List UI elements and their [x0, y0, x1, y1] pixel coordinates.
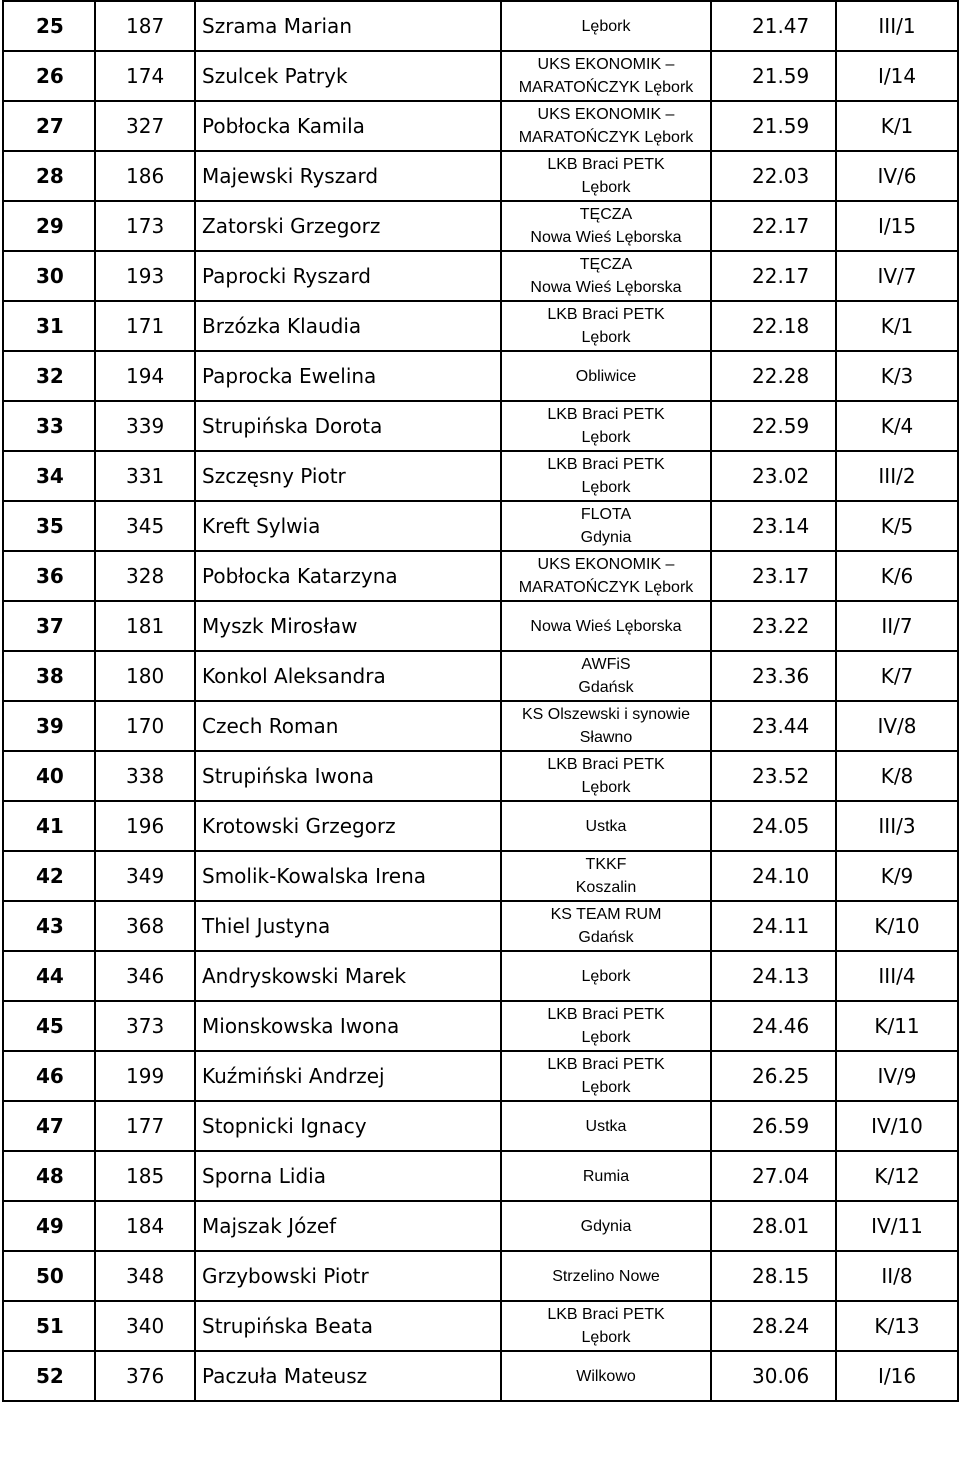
table-row: [3, 451, 958, 501]
club-cell: [501, 1101, 711, 1151]
club-line: Lębork: [581, 179, 631, 196]
club-line: Lębork: [581, 779, 631, 796]
competitor-name-cell: Czech Roman: [195, 701, 501, 751]
time-cell: 21.47: [711, 1, 836, 51]
time-cell: 24.11: [711, 901, 836, 951]
table-row: [3, 901, 958, 951]
club-line: LKB Braci PETK: [547, 1306, 665, 1323]
category-cell: K/13: [836, 1301, 958, 1351]
category-cell: K/5: [836, 501, 958, 551]
time-cell: 28.01: [711, 1201, 836, 1251]
place-cell: 43: [3, 901, 95, 951]
club-cell: [501, 1, 711, 51]
club-line: TĘCZA: [579, 256, 633, 273]
time-cell: 22.17: [711, 201, 836, 251]
bib-number-cell: 368: [95, 901, 195, 951]
table-row: [3, 1001, 958, 1051]
time-cell: 27.04: [711, 1151, 836, 1201]
table-row: [3, 351, 958, 401]
competitor-name-cell: Grzybowski Piotr: [195, 1251, 501, 1301]
club-line: LKB Braci PETK: [547, 1006, 665, 1023]
club-line: KS TEAM RUM: [550, 906, 662, 923]
club-cell: [501, 901, 711, 951]
place-cell: 48: [3, 1151, 95, 1201]
results-body: [3, 1, 958, 1401]
club-line: Lębork: [581, 1029, 631, 1046]
bib-number-cell: 186: [95, 151, 195, 201]
club-cell: [501, 751, 711, 801]
club-cell: [501, 1251, 711, 1301]
table-row: [3, 1251, 958, 1301]
club-line: Lębork: [581, 479, 631, 496]
time-cell: 24.13: [711, 951, 836, 1001]
club-line: Koszalin: [575, 879, 637, 896]
place-cell: 52: [3, 1351, 95, 1401]
club-line: Wilkowo: [576, 1367, 636, 1385]
club-line: Lębork: [581, 1079, 631, 1096]
bib-number-cell: 173: [95, 201, 195, 251]
category-cell: II/8: [836, 1251, 958, 1301]
bib-number-cell: 196: [95, 801, 195, 851]
club-line: UKS EKONOMIK –: [537, 106, 675, 123]
time-cell: 21.59: [711, 51, 836, 101]
table-row: [3, 251, 958, 301]
bib-number-cell: 184: [95, 1201, 195, 1251]
category-cell: K/6: [836, 551, 958, 601]
club-line: LKB Braci PETK: [547, 306, 665, 323]
category-cell: III/1: [836, 1, 958, 51]
competitor-name-cell: Krotowski Grzegorz: [195, 801, 501, 851]
time-cell: 22.18: [711, 301, 836, 351]
club-line: LKB Braci PETK: [547, 1056, 665, 1073]
club-line: Lębork: [581, 1329, 631, 1346]
table-row: [3, 551, 958, 601]
place-cell: 49: [3, 1201, 95, 1251]
time-cell: 24.46: [711, 1001, 836, 1051]
bib-number-cell: 185: [95, 1151, 195, 1201]
time-cell: 22.17: [711, 251, 836, 301]
bib-number-cell: 180: [95, 651, 195, 701]
place-cell: 27: [3, 101, 95, 151]
bib-number-cell: 194: [95, 351, 195, 401]
club-line: FLOTA: [580, 506, 632, 523]
table-row: [3, 51, 958, 101]
category-cell: III/3: [836, 801, 958, 851]
category-cell: I/14: [836, 51, 958, 101]
category-cell: K/9: [836, 851, 958, 901]
club-line: Lębork: [581, 967, 631, 985]
place-cell: 50: [3, 1251, 95, 1301]
bib-number-cell: 339: [95, 401, 195, 451]
club-cell: [501, 1051, 711, 1101]
table-row: [3, 1, 958, 51]
competitor-name-cell: Paczuła Mateusz: [195, 1351, 501, 1401]
place-cell: 47: [3, 1101, 95, 1151]
table-row: [3, 1351, 958, 1401]
club-line: Gdynia: [580, 529, 632, 546]
bib-number-cell: 346: [95, 951, 195, 1001]
place-cell: 42: [3, 851, 95, 901]
table-row: [3, 951, 958, 1001]
club-cell: [501, 601, 711, 651]
place-cell: 32: [3, 351, 95, 401]
table-row: [3, 751, 958, 801]
competitor-name-cell: Kreft Sylwia: [195, 501, 501, 551]
competitor-name-cell: Pobłocka Kamila: [195, 101, 501, 151]
category-cell: IV/11: [836, 1201, 958, 1251]
club-line: LKB Braci PETK: [547, 156, 665, 173]
place-cell: 38: [3, 651, 95, 701]
bib-number-cell: 328: [95, 551, 195, 601]
bib-number-cell: 171: [95, 301, 195, 351]
time-cell: 28.15: [711, 1251, 836, 1301]
club-cell: [501, 1301, 711, 1351]
time-cell: 23.17: [711, 551, 836, 601]
competitor-name-cell: Zatorski Grzegorz: [195, 201, 501, 251]
time-cell: 24.05: [711, 801, 836, 851]
table-row: [3, 1151, 958, 1201]
place-cell: 40: [3, 751, 95, 801]
club-line: Rumia: [582, 1167, 630, 1185]
bib-number-cell: 345: [95, 501, 195, 551]
club-cell: [501, 351, 711, 401]
bib-number-cell: 376: [95, 1351, 195, 1401]
time-cell: 23.36: [711, 651, 836, 701]
table-row: [3, 851, 958, 901]
category-cell: IV/8: [836, 701, 958, 751]
place-cell: 46: [3, 1051, 95, 1101]
category-cell: K/3: [836, 351, 958, 401]
competitor-name-cell: Thiel Justyna: [195, 901, 501, 951]
time-cell: 23.02: [711, 451, 836, 501]
club-line: Ustka: [585, 1117, 627, 1135]
place-cell: 25: [3, 1, 95, 51]
competitor-name-cell: Stopnicki Ignacy: [195, 1101, 501, 1151]
bib-number-cell: 177: [95, 1101, 195, 1151]
place-cell: 28: [3, 151, 95, 201]
bib-number-cell: 349: [95, 851, 195, 901]
club-cell: [501, 1351, 711, 1401]
club-cell: [501, 801, 711, 851]
table-row: [3, 301, 958, 351]
table-row: [3, 501, 958, 551]
bib-number-cell: 348: [95, 1251, 195, 1301]
club-line: Lębork: [581, 329, 631, 346]
club-cell: [501, 501, 711, 551]
time-cell: 26.25: [711, 1051, 836, 1101]
club-cell: [501, 151, 711, 201]
table-row: [3, 1051, 958, 1101]
table-row: [3, 1201, 958, 1251]
place-cell: 37: [3, 601, 95, 651]
table-row: [3, 1301, 958, 1351]
club-line: UKS EKONOMIK –: [537, 556, 675, 573]
bib-number-cell: 340: [95, 1301, 195, 1351]
club-line: LKB Braci PETK: [547, 406, 665, 423]
club-cell: [501, 101, 711, 151]
time-cell: 30.06: [711, 1351, 836, 1401]
time-cell: 26.59: [711, 1101, 836, 1151]
club-cell: [501, 1151, 711, 1201]
time-cell: 24.10: [711, 851, 836, 901]
table-row: [3, 651, 958, 701]
club-line: TKKF: [585, 856, 627, 873]
competitor-name-cell: Szczęsny Piotr: [195, 451, 501, 501]
table-row: [3, 1101, 958, 1151]
club-line: KS Olszewski i synowie: [521, 706, 691, 723]
club-line: Ustka: [585, 817, 627, 835]
category-cell: II/7: [836, 601, 958, 651]
competitor-name-cell: Strupińska Iwona: [195, 751, 501, 801]
club-cell: [501, 951, 711, 1001]
club-line: Nowa Wieś Lęborska: [530, 617, 682, 635]
club-line: Lębork: [581, 17, 631, 35]
table-row: [3, 101, 958, 151]
table-row: [3, 151, 958, 201]
club-cell: [501, 251, 711, 301]
club-cell: [501, 551, 711, 601]
competitor-name-cell: Pobłocka Katarzyna: [195, 551, 501, 601]
place-cell: 33: [3, 401, 95, 451]
bib-number-cell: 170: [95, 701, 195, 751]
club-cell: [501, 1001, 711, 1051]
place-cell: 39: [3, 701, 95, 751]
club-line: Nowa Wieś Lęborska: [530, 279, 682, 296]
category-cell: K/10: [836, 901, 958, 951]
time-cell: 23.14: [711, 501, 836, 551]
table-row: [3, 801, 958, 851]
club-cell: [501, 301, 711, 351]
bib-number-cell: 331: [95, 451, 195, 501]
category-cell: I/15: [836, 201, 958, 251]
place-cell: 34: [3, 451, 95, 501]
category-cell: III/2: [836, 451, 958, 501]
competitor-name-cell: Mionskowska Iwona: [195, 1001, 501, 1051]
club-line: Obliwice: [575, 367, 637, 385]
bib-number-cell: 181: [95, 601, 195, 651]
competitor-name-cell: Majszak Józef: [195, 1201, 501, 1251]
category-cell: K/4: [836, 401, 958, 451]
time-cell: 21.59: [711, 101, 836, 151]
category-cell: K/8: [836, 751, 958, 801]
category-cell: K/11: [836, 1001, 958, 1051]
category-cell: K/7: [836, 651, 958, 701]
place-cell: 35: [3, 501, 95, 551]
club-line: LKB Braci PETK: [547, 456, 665, 473]
bib-number-cell: 187: [95, 1, 195, 51]
competitor-name-cell: Szrama Marian: [195, 1, 501, 51]
category-cell: K/1: [836, 101, 958, 151]
category-cell: K/1: [836, 301, 958, 351]
club-line: Strzelino Nowe: [552, 1267, 660, 1285]
place-cell: 31: [3, 301, 95, 351]
category-cell: I/16: [836, 1351, 958, 1401]
competitor-name-cell: Strupińska Dorota: [195, 401, 501, 451]
club-cell: [501, 701, 711, 751]
club-line: MARATOŃCZYK Lębork: [518, 579, 694, 596]
category-cell: IV/6: [836, 151, 958, 201]
competitor-name-cell: Majewski Ryszard: [195, 151, 501, 201]
table-row: [3, 601, 958, 651]
category-cell: IV/9: [836, 1051, 958, 1101]
category-cell: IV/7: [836, 251, 958, 301]
place-cell: 51: [3, 1301, 95, 1351]
time-cell: 23.44: [711, 701, 836, 751]
place-cell: 26: [3, 51, 95, 101]
time-cell: 22.59: [711, 401, 836, 451]
club-line: UKS EKONOMIK –: [537, 56, 675, 73]
place-cell: 44: [3, 951, 95, 1001]
bib-number-cell: 193: [95, 251, 195, 301]
competitor-name-cell: Smolik-Kowalska Irena: [195, 851, 501, 901]
competitor-name-cell: Szulcek Patryk: [195, 51, 501, 101]
place-cell: 45: [3, 1001, 95, 1051]
bib-number-cell: 338: [95, 751, 195, 801]
club-line: Lębork: [581, 429, 631, 446]
competitor-name-cell: Kuźmiński Andrzej: [195, 1051, 501, 1101]
time-cell: 22.28: [711, 351, 836, 401]
competitor-name-cell: Paprocka Ewelina: [195, 351, 501, 401]
club-line: MARATOŃCZYK Lębork: [518, 79, 694, 96]
bib-number-cell: 174: [95, 51, 195, 101]
competitor-name-cell: Brzózka Klaudia: [195, 301, 501, 351]
club-line: AWFiS: [581, 656, 631, 673]
club-line: TĘCZA: [579, 206, 633, 223]
club-cell: [501, 201, 711, 251]
club-line: Sławno: [579, 729, 633, 746]
bib-number-cell: 373: [95, 1001, 195, 1051]
category-cell: IV/10: [836, 1101, 958, 1151]
club-cell: [501, 651, 711, 701]
club-line: Gdynia: [580, 1217, 632, 1235]
category-cell: III/4: [836, 951, 958, 1001]
time-cell: 23.22: [711, 601, 836, 651]
place-cell: 41: [3, 801, 95, 851]
table-row: [3, 701, 958, 751]
time-cell: 23.52: [711, 751, 836, 801]
time-cell: 28.24: [711, 1301, 836, 1351]
club-cell: [501, 51, 711, 101]
place-cell: 30: [3, 251, 95, 301]
table-row: [3, 201, 958, 251]
club-line: MARATOŃCZYK Lębork: [518, 129, 694, 146]
place-cell: 36: [3, 551, 95, 601]
club-line: Gdańsk: [578, 679, 634, 696]
place-cell: 29: [3, 201, 95, 251]
time-cell: 22.03: [711, 151, 836, 201]
club-cell: [501, 401, 711, 451]
club-cell: [501, 851, 711, 901]
competitor-name-cell: Konkol Aleksandra: [195, 651, 501, 701]
bib-number-cell: 199: [95, 1051, 195, 1101]
table-row: [3, 401, 958, 451]
club-cell: [501, 1201, 711, 1251]
club-line: LKB Braci PETK: [547, 756, 665, 773]
category-cell: K/12: [836, 1151, 958, 1201]
bib-number-cell: 327: [95, 101, 195, 151]
competitor-name-cell: Sporna Lidia: [195, 1151, 501, 1201]
competitor-name-cell: Myszk Mirosław: [195, 601, 501, 651]
competitor-name-cell: Strupińska Beata: [195, 1301, 501, 1351]
club-cell: [501, 451, 711, 501]
competitor-name-cell: Paprocki Ryszard: [195, 251, 501, 301]
club-line: Nowa Wieś Lęborska: [530, 229, 682, 246]
results-table: [2, 0, 959, 1402]
club-line: Gdańsk: [578, 929, 634, 946]
competitor-name-cell: Andryskowski Marek: [195, 951, 501, 1001]
